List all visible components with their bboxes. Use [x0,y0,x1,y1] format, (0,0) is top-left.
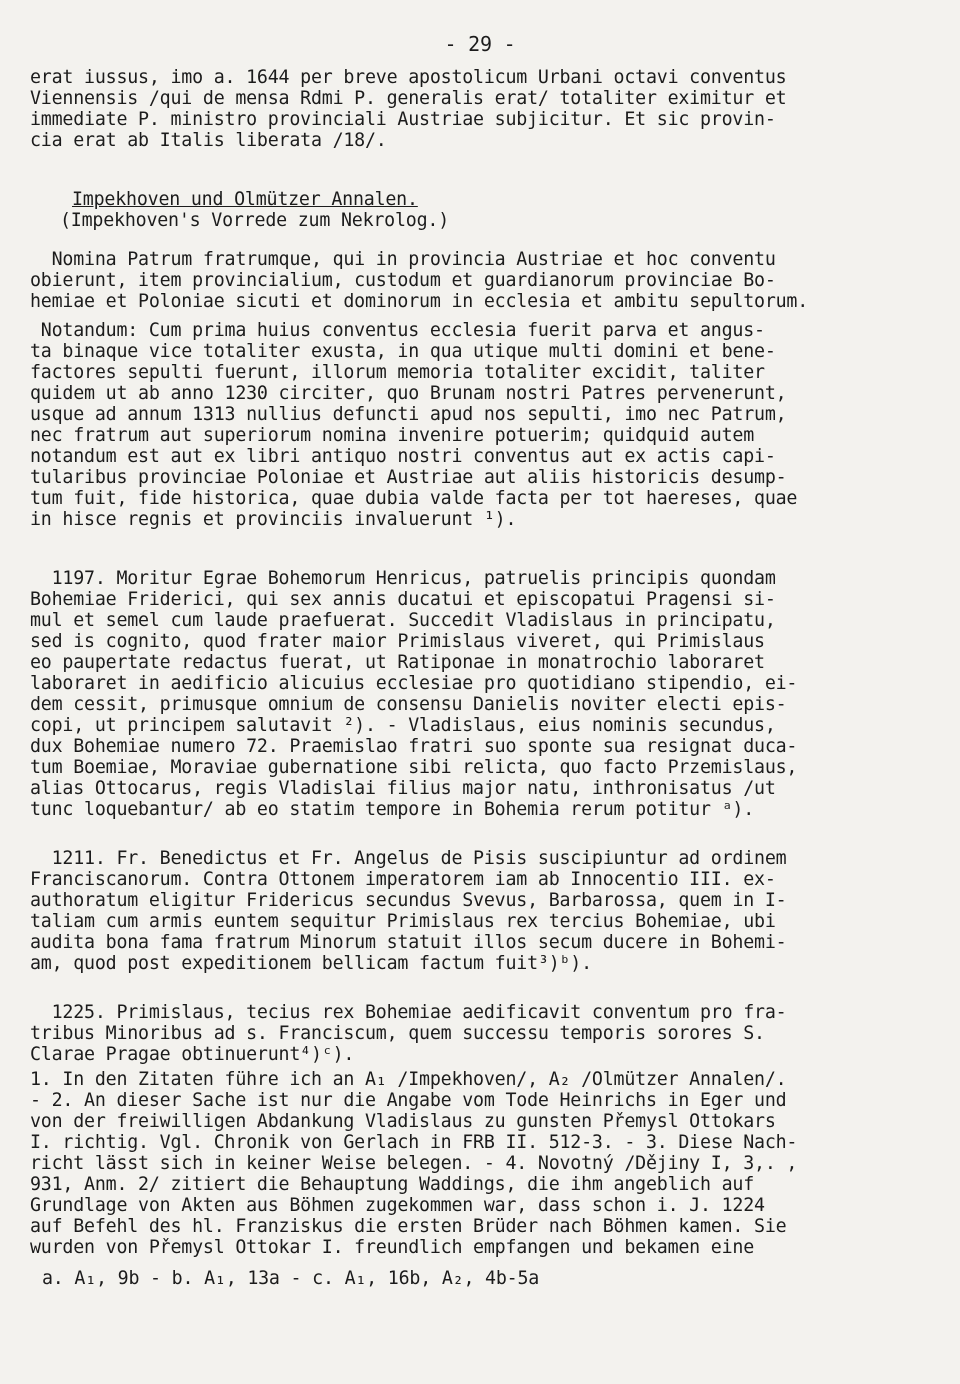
text-line: taliam cum armis euntem sequitur Primislaus rex tercius Bohemiae, ubi [30,911,776,932]
footnote-line: - 2. An dieser Sache ist nur die Angabe vom Tode Heinrichs in Eger und [30,1090,787,1111]
text-line: tribus Minoribus ad s. Franciscum, quem successu temporis sorores S. [30,1023,765,1044]
text-line: laboraret in aedificio alicuius ecclesiae pro quotidiano stipendio, ei- [30,673,798,694]
text-line: Bohemiae Friderici, qui sex annis ducatui et episcopatui Pragensi si- [30,589,776,610]
section-heading: Impekhoven und Olmützer Annalen. [72,189,418,210]
text-line: cia erat ab Italis liberata /18/. [30,130,387,151]
intro-paragraph [30,67,930,151]
text-line: dem cessit, primusque omnium de consensu Danielis noviter electi epis- [30,694,787,715]
text-line: immediate P. ministro provinciali Austriae subjicitur. Et sic provin- [30,109,776,130]
text-line: quidem ut ab anno 1230 circiter, quo Brunam nostri Patres pervenerunt, [30,383,787,404]
text-line: tum fuit, fide historica, quae dubia valde facta per tot haereses, quae [30,488,798,509]
page-number: - 29 - [444,32,516,56]
text-line: Viennensis /qui de mensa Rdmi P. generalis erat/ totaliter eximitur et [30,88,787,109]
footnotes [30,1069,930,1258]
footnote-line: wurden von Přemysl Ottokar I. freundlich empfangen und bekamen eine [30,1237,755,1258]
footnote-line: richt lässt sich in keiner Weise belegen. - 4. Novotný /Dějiny I, 3,. , [30,1153,798,1174]
text-line: tularibus provinciae Poloniae et Austriae aut aliis historicis desump- [30,467,787,488]
text-line: usque ad annum 1313 nullius defuncti apud nos sepulti, imo nec Patrum, [30,404,787,425]
text-line: Clarae Pragae obtinuerunt⁴)ᶜ). [30,1044,355,1065]
text-line: obierunt, item provincialium, custodum et guardianorum provinciae Bo- [30,270,776,291]
footnote-line: I. richtig. Vgl. Chronik von Gerlach in FRB II. 512-3. - 3. Diese Nach- [30,1132,798,1153]
text-line: copi, ut principem salutavit ²). - Vladislaus, eius nominis secundus, [30,715,776,736]
footnote-line: Grundlage von Akten aus Böhmen zugekommen war, dass schon i. J. 1224 [30,1195,765,1216]
text-line: hemiae et Poloniae sicuti et dominorum in ecclesia et ambitu sepultorum. [30,291,809,312]
text-line: Franciscanorum. Contra Ottonem imperatorem iam ab Innocentio III. ex- [30,869,776,890]
paragraph-nomina [30,249,930,312]
section-subheading: (Impekhoven's Vorrede zum Nekrolog.) [60,210,450,231]
text-line: dux Bohemiae numero 72. Praemislao fratri suo sponte sua resignat duca- [30,736,798,757]
letter-notes: a. A₁, 9b - b. A₁, 13a - c. A₁, 16b, A₂, 4b-5a [42,1268,540,1289]
text-line: factores sepulti fuerunt, illorum memoria totaliter excidit, taliter [30,362,765,383]
paragraph-1197 [30,568,930,820]
text-line: erat iussus, imo a. 1644 per breve apostolicum Urbani octavi conventus [30,67,787,88]
text-line: tunc loquebantur/ ab eo statim tempore in Bohemia rerum potitur ᵃ). [30,799,755,820]
text-line: alias Ottocarus, regis Vladislai filius major natu, inthronisatus /ut [30,778,776,799]
text-line: eo paupertate redactus fuerat, ut Ratiponae in monatrochio laboraret [30,652,765,673]
paragraph-1211 [30,848,930,974]
text-line: 1197. Moritur Egrae Bohemorum Henricus, patruelis principis quondam [30,568,776,589]
text-line: 1211. Fr. Benedictus et Fr. Angelus de Pisis suscipiuntur ad ordinem [30,848,787,869]
text-line: mul et semel cum laude praefuerat. Succedit Vladislaus in principatu, [30,610,776,631]
footnote-line: auf Befehl des hl. Franziskus die ersten Brüder nach Böhmen kamen. Sie [30,1216,787,1237]
text-line: in hisce regnis et provinciis invaluerunt ¹). [30,509,517,530]
text-line: Notandum: Cum prima huius conventus ecclesia fuerit parva et angus- [30,320,765,341]
paragraph-1225 [30,1002,930,1065]
text-line: audita bona fama fratrum Minorum statuit illos secum ducere in Bohemi- [30,932,787,953]
text-line: notandum est aut ex libri antiquo nostri conventus aut ex actis capi- [30,446,776,467]
footnote-line: von der freiwilligen Abdankung Vladislaus zu gunsten Přemysl Ottokars [30,1111,776,1132]
text-line: 1225. Primislaus, tecius rex Bohemiae aedificavit conventum pro fra- [30,1002,787,1023]
text-line: ta binaque vice totaliter exusta, in qua utique multi domini et bene- [30,341,776,362]
paragraph-notandum [30,320,930,530]
text-line: tum Boemiae, Moraviae gubernatione sibi relicta, quo facto Przemislaus, [30,757,798,778]
text-line: am, quod post expeditionem bellicam factum fuit³)ᵇ). [30,953,592,974]
footnote-line: 931, Anm. 2/ zitiert die Behauptung Waddings, die ihm angeblich auf [30,1174,755,1195]
text-line: authoratum eligitur Fridericus secundus Svevus, Barbarossa, quem in I- [30,890,787,911]
text-line: sed is cognito, quod frater maior Primislaus viveret, qui Primislaus [30,631,765,652]
text-line: nec fratrum aut superiorum nomina invenire potuerim; quidquid autem [30,425,755,446]
footnote-line: 1. In den Zitaten führe ich an A₁ /Impekhoven/, A₂ /Olmützer Annalen/. [30,1069,787,1090]
text-line: Nomina Patrum fratrumque, qui in provincia Austriae et hoc conventu [30,249,776,270]
